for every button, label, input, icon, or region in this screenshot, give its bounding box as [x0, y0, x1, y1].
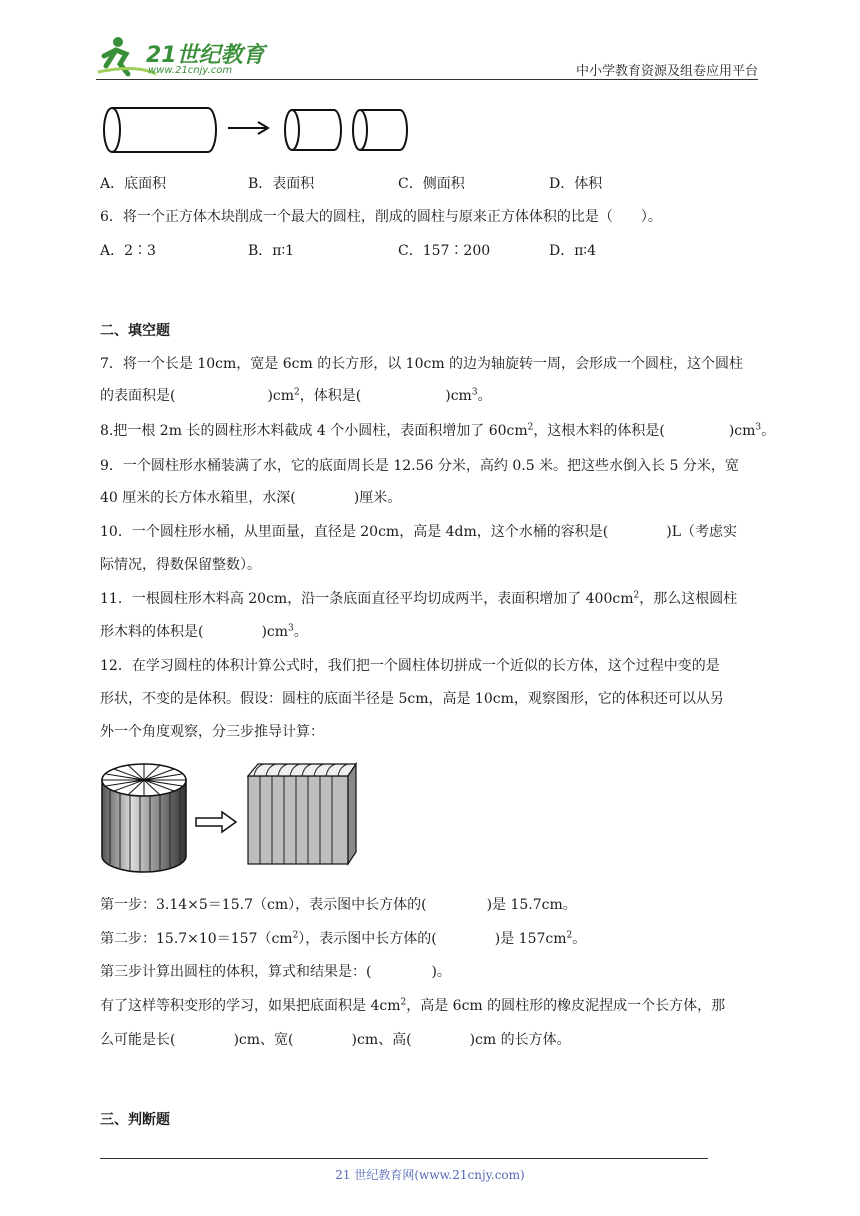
q6-option-d[interactable]: D．π∶4 [549, 243, 596, 259]
site-logo [96, 34, 266, 80]
q7-line2: 的表面积是( )$cm^2$，体积是( )$cm^3$。 [100, 387, 492, 404]
q12-line3: 外一个角度观察，分三步推导计算： [100, 724, 324, 740]
q12-step2: 第二步：$15.7\times 10=157(cm^2)$，表示图中长方体的( )是 $157cm^2$。 [100, 930, 587, 947]
section-judgement-title: 三、判断题 [100, 1112, 170, 1128]
footer-divider [100, 1158, 708, 1159]
q5-options [0, 173, 860, 193]
q12-line2: 形状，不变的是体积。假设：圆柱的底面半径是 5cm，高是 10cm，观察图形，它的体积还可以从另 [100, 691, 724, 707]
q6-options [0, 240, 860, 260]
q9-line2: 40 厘米的长方体水箱里，水深( )厘米。 [100, 490, 402, 506]
q5-option-b[interactable]: B．表面积 [248, 176, 315, 192]
q6-option-b[interactable]: B．π∶1 [248, 243, 295, 259]
q12-step3: 第三步计算出圆柱的体积，算式和结果是：( )。 [100, 964, 451, 980]
q5-option-d[interactable]: D．体积 [549, 176, 603, 192]
logo-title: 21世纪教育 [146, 43, 265, 68]
q5-cylinder-figure [100, 100, 420, 164]
q6-text: 6．将一个正方体木块削成一个最大的圆柱，削成的圆柱与原来正方体体积的比是（ ）。 [100, 209, 662, 225]
q12-tail2: 么可能是长( )cm、宽( )cm、高( )cm 的长方体。 [100, 1032, 571, 1048]
logo-url: www.21cnjy.com [148, 65, 233, 76]
q12-step1: 第一步：3.14×5＝15.7（cm），表示图中长方体的( )是 15.7cm。 [100, 897, 577, 913]
header-divider [96, 79, 758, 80]
q11-line2: 形木料的体积是( )$cm^3$。 [100, 623, 308, 640]
q10-line1: 10．一个圆柱形水桶，从里面量，直径是 20cm，高是 4dm，这个水桶的容积是( )L（考虑实 [100, 524, 738, 540]
q6-option-c[interactable]: C．157∶200 [398, 243, 491, 259]
q8-line: 8.把一根 2m 长的圆柱形木料截成 4 个小圆柱，表面积增加了 $60cm^2$，这根木料的体积是( )$cm^3$。 [100, 422, 776, 439]
header-platform-text: 中小学教育资源及组卷应用平台 [575, 64, 758, 79]
q12-figure [98, 760, 358, 882]
q12-tail1: 有了这样等积变形的学习，如果把底面积是 $4cm^2$，高是 6cm 的圆柱形的橡皮泥捏成一个长方体，那 [100, 997, 726, 1014]
section-fill-in-title: 二、填空题 [100, 323, 170, 339]
q6-option-a[interactable]: A．2∶3 [100, 243, 156, 259]
q5-option-a[interactable]: A．底面积 [100, 176, 167, 192]
q11-line1: 11．一根圆柱形木料高 20cm，沿一条底面直径平均切成两半，表面积增加了 $400cm^2$，那么这根圆柱 [100, 590, 738, 607]
q10-line2: 际情况，得数保留整数）。 [100, 557, 261, 573]
footer-site-link[interactable]: 21 世纪教育网(www.21cnjy.com) [335, 1168, 525, 1182]
q5-option-c[interactable]: C．侧面积 [398, 176, 465, 192]
q9-line1: 9．一个圆柱形水桶装满了水，它的底面周长是 12.56 分米，高约 0.5 米。把这些水倒入长 5 分米，宽 [100, 458, 739, 474]
q12-line1: 12．在学习圆柱的体积计算公式时，我们把一个圆柱体切拼成一个近似的长方体，这个过程中变的是 [100, 658, 720, 674]
q7-line1: 7．将一个长是 10cm，宽是 6cm 的长方形，以 10cm 的边为轴旋转一周，会形成一个圆柱，这个圆柱 [100, 356, 744, 372]
